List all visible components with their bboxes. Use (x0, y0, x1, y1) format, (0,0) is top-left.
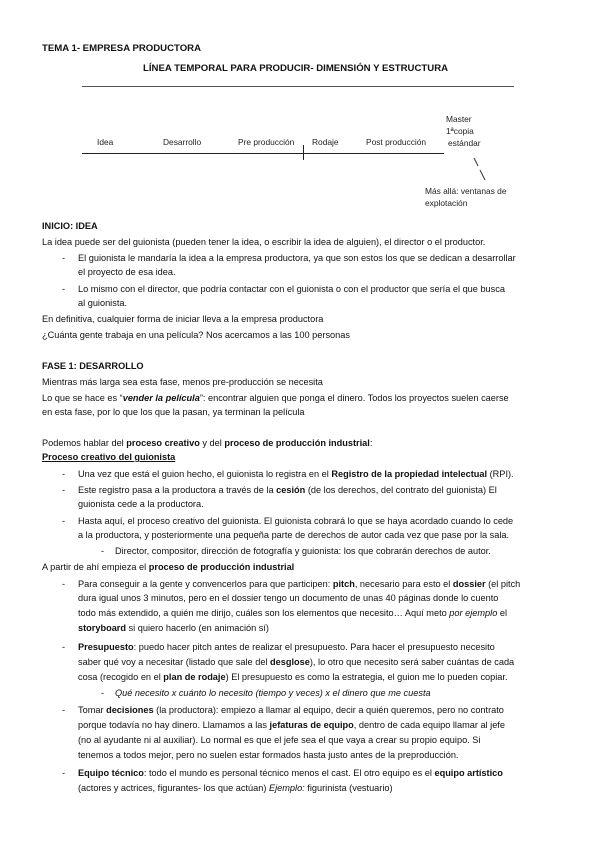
industrial-bullet1-line4: storyboard si quiero hacerlo (en animación sí) (78, 623, 269, 633)
inicio-heading: INICIO: IDEA (42, 221, 98, 231)
timeline-tick (303, 145, 304, 160)
industrial-bullet1-line2: dura igual unos 3 minutos, pero en el dossier tengo un documento de unas 40 páginas donde lo cuento (78, 593, 499, 603)
inicio-intro: La idea puede ser del guionista (pueden tener la idea, o escribir la idea de alguien), el director o el productor. (42, 237, 486, 247)
bullet-dash: - (101, 546, 105, 556)
proceso-creativo-subheading: Proceso creativo del guionista (42, 452, 176, 462)
industrial-bullet4-line1: Equipo técnico: todo el mundo es personal técnico menos el cast. El otro equipo es el equipo artístico (78, 768, 503, 778)
bullet-dash: - (62, 469, 66, 479)
creativo-bullet3-line1: Hasta aquí, el proceso creativo del guionista. El guionista cobrará lo que se haya acordado cuando lo cede (78, 516, 514, 526)
vender-pelicula-emphasis: vender la película (122, 393, 200, 403)
bullet-dash: - (62, 642, 66, 652)
industrial-bullet2-sub: Qué necesito x cuánto lo necesito (tiempo y veces) x el dinero que me cuesta (115, 688, 431, 698)
creativo-bullet3-line2: a la productora, y posteriormente una pequeña parte de derechos de autor cada vez que pase por la sala. (78, 530, 510, 540)
fase1-line1: Mientras más larga sea esta fase, menos pre-producción se necesita (42, 377, 323, 387)
bullet-dash: - (62, 253, 66, 263)
bullet-dash: - (62, 284, 66, 294)
creativo-bullet3-sub: Director, compositor, dirección de fotografía y guionista: los que cobrarán derechos de autor. (115, 546, 491, 556)
inicio-bullet2-line1: Lo mismo con el director, que podría contactar con el guionista o con el productor que sería el que busca (78, 284, 505, 294)
inicio-bullet1-line1: El guionista le mandaría la idea a la empresa productora, ya que son estos los que se dedican a desarrollar (78, 253, 516, 263)
creativo-bullet2-line2: guionista cede a la productora. (78, 499, 204, 509)
industrial-bullet4-line2: (actores y actrices, figurantes- los que actúan) Ejemplo: figurinista (vestuario) (78, 783, 393, 793)
inicio-bullet1-line2: el proyecto de esa idea. (78, 267, 176, 277)
timeline-master-line1: Master (446, 114, 472, 124)
proceso-industrial-intro: A partir de ahí empieza el proceso de producción industrial (42, 562, 295, 572)
procesos-intro: Podemos hablar del proceso creativo y del proceso de producción industrial: (42, 438, 373, 448)
fase1-heading: FASE 1: DESARROLLO (42, 361, 144, 371)
page-subtitle: LÍNEA TEMPORAL PARA PRODUCIR- DIMENSIÓN Y ESTRUCTURA (143, 63, 449, 74)
timeline-label-postproduccion: Post producción (366, 137, 427, 147)
industrial-bullet1-line1: Para conseguir a la gente y convencerlos para que participen: pitch, necesario para esto el dossier (el pitch (78, 579, 521, 589)
industrial-bullet2-line3: cosa (recogido en el plan de rodaje) El presupuesto es como la estrategia, el guion me lo pueden copiar. (78, 672, 508, 682)
creativo-bullet1: Una vez que está el guion hecho, el guionista lo registra en el Registro de la propiedad intelectual (RPI). (78, 469, 514, 479)
timeline-master-line2: 1ªcopia (446, 126, 474, 136)
bullet-dash: - (62, 705, 66, 715)
timeline-label-preproduccion: Pre producción (238, 137, 295, 147)
bullet-dash: - (101, 688, 105, 698)
inicio-paragraph2: ¿Cuánta gente trabaja en una película? Nos acercamos a las 100 personas (42, 330, 350, 340)
timeline-arrow-lines (472, 156, 488, 182)
industrial-bullet3-line2: porque todavía no hay dinero. Llamamos a las jefaturas de equipo, dentro de cada equipo llamar al jefe (78, 720, 505, 730)
timeline-label-idea: Idea (97, 137, 114, 147)
timeline-beyond-line1: Más allá: ventanas de (425, 186, 507, 196)
fase1-line2: Lo que se hace es “vender la película”: encontrar alguien que ponga el dinero. Todos los proyectos suelen caerse (42, 393, 509, 403)
fase1-line3: en esta fase, por lo que los que la pasan, ya terminan la película (42, 407, 305, 417)
industrial-bullet1-line3: todo más extendido, a quién me dirijo, cuáles son los elementos que necesito… Aquí meto por ejemplo el (78, 608, 508, 618)
creativo-bullet2-line1: Este registro pasa a la productora a través de la cesión (de los derechos, del contrato del guionista) El (78, 485, 497, 495)
inicio-bullet2-line2: al guionista. (78, 298, 128, 308)
industrial-bullet3-line4: tenemos a todos mejor, pero no suelen estar formados hasta justo antes de la preproducción. (78, 750, 459, 760)
bullet-dash: - (62, 579, 66, 589)
industrial-bullet2-line2: saber qué voy a necesitar (listado que sale del desglose), lo otro que necesito será saber cuántas de cada (78, 657, 515, 667)
timeline-axis (82, 153, 444, 154)
industrial-bullet3-line1: Tomar decisiones (la productora): empiezo a llamar al equipo, decir a quién queremos, pero no contrato (78, 705, 504, 715)
tema-title: TEMA 1- EMPRESA PRODUCTORA (42, 43, 202, 54)
timeline-master-line3: estándar (448, 138, 481, 148)
inicio-paragraph1: En definitiva, cualquier forma de iniciar lleva a la empresa productora (42, 314, 324, 324)
bullet-dash: - (62, 516, 66, 526)
industrial-bullet3-line3: (no al ayudante ni al auxiliar). Lo normal es que el jefe sea el que vaya a crear su propio equipo. Si (78, 735, 481, 745)
header-rule (82, 86, 514, 87)
timeline-beyond-line2: explotación (425, 198, 468, 208)
bullet-dash: - (62, 768, 66, 778)
bullet-dash: - (62, 485, 66, 495)
timeline-label-desarrollo: Desarrollo (163, 137, 202, 147)
timeline-label-rodaje: Rodaje (312, 137, 339, 147)
industrial-bullet2-line1: Presupuesto: puedo hacer pitch antes de realizar el presupuesto. Para hacer el presupuesto necesito (78, 642, 495, 652)
